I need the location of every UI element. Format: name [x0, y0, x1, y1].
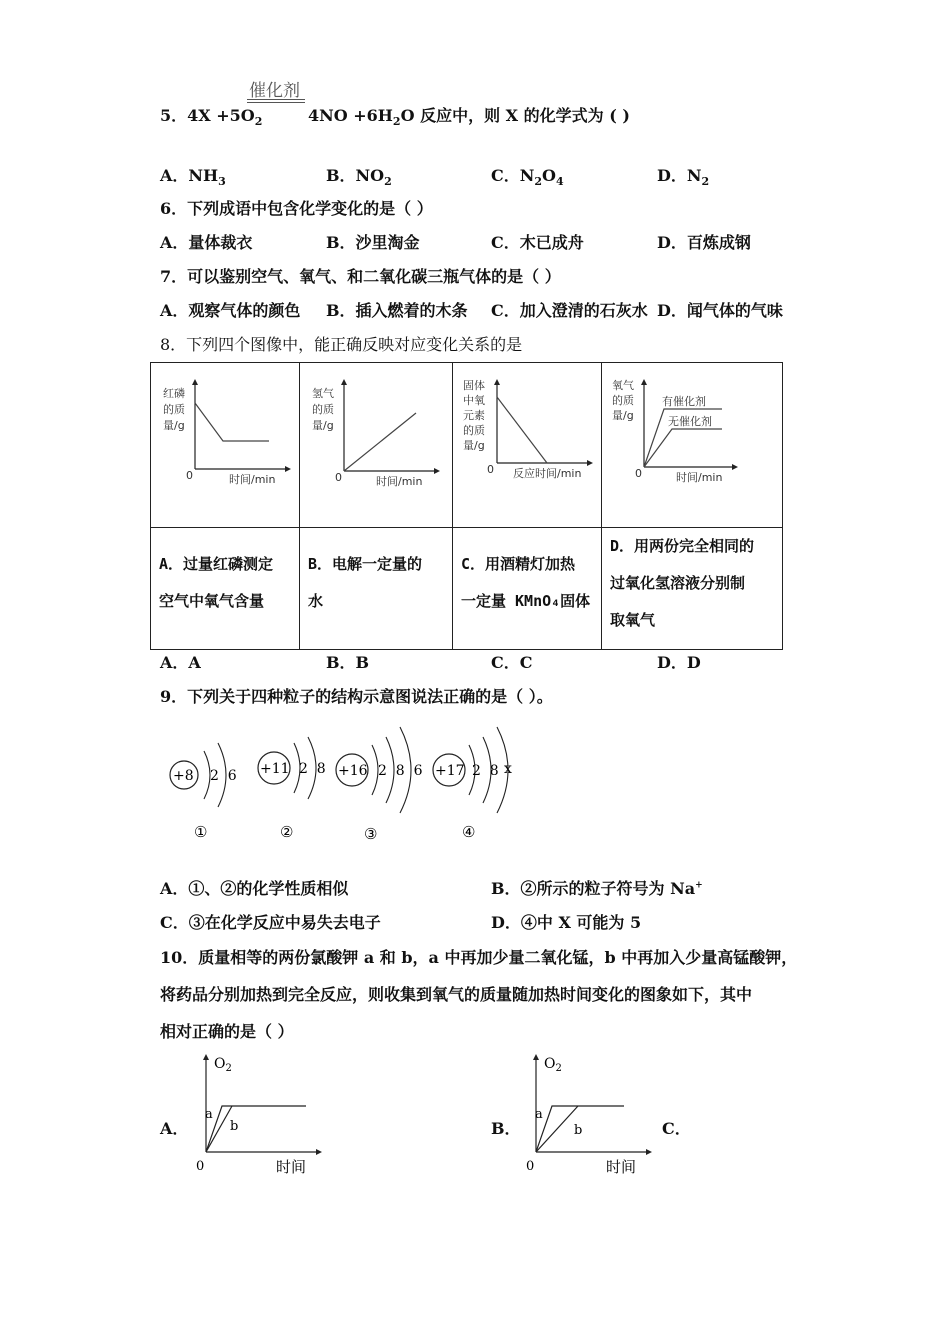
q8-graph-a — [151, 363, 299, 523]
curve-label-a: a — [535, 1107, 543, 1122]
q7-stem: 7．可以鉴别空气、氧气、和二氧化碳三瓶气体的是（ ） — [160, 267, 561, 286]
q8-graph-cell-d — [602, 363, 783, 528]
x-label: 时间/min — [676, 471, 723, 484]
shell-electrons: 2 8 — [472, 763, 499, 779]
q10-graph-a — [190, 1048, 330, 1180]
q10-stem-line-3: 相对正确的是（ ） — [160, 1022, 294, 1041]
q10-graph-b — [520, 1048, 660, 1180]
desc-line: D．用两份完全相同的 — [610, 537, 755, 555]
x-label: 反应时间/min — [513, 467, 582, 480]
x-axis-arrow — [587, 460, 593, 466]
q6-option-b[interactable]: B．沙里淘金 — [326, 233, 420, 252]
desc-line: A．过量红磷测定 — [159, 555, 274, 573]
y-label-line: 的质 — [612, 394, 634, 407]
origin-label: 0 — [335, 471, 342, 484]
shell-electrons: 2 6 — [210, 768, 237, 784]
q8-graph-cell-b — [300, 363, 453, 528]
shell-electrons: 2 8 6 — [378, 763, 423, 779]
atom-diagram-1 — [170, 743, 237, 841]
q10-option-a[interactable]: A． — [160, 1119, 189, 1138]
q10-option-c[interactable]: C． — [662, 1119, 691, 1138]
q8-stem: 8．下列四个图像中，能正确反映对应变化关系的是 — [160, 335, 523, 354]
q8-option-d[interactable]: D．D — [657, 653, 701, 672]
nucleus-charge: +8 — [173, 768, 194, 784]
desc-line: C．用酒精灯加热 — [461, 555, 576, 573]
y-label-line: 量/g — [612, 409, 634, 422]
q10-option-b[interactable]: B． — [491, 1119, 521, 1138]
y-label-line: 量/g — [463, 439, 485, 452]
y-axis-arrow — [641, 379, 647, 385]
q8-graph-c — [453, 363, 601, 523]
atom-diagram-2 — [258, 737, 326, 841]
atom-diagram-3 — [336, 727, 423, 843]
y-axis-arrow — [494, 379, 500, 385]
atom-mark: ④ — [462, 823, 476, 841]
atom-diagram-4 — [433, 727, 512, 841]
q9-option-b[interactable]: B．②所示的粒子符号为 Na+ — [491, 879, 703, 898]
q8-desc-c — [453, 528, 602, 650]
q5-stem-right: $4NO +6H_2O$ 反应中，则 X 的化学式为 ( ) — [308, 106, 630, 129]
x-label: 时间 — [276, 1158, 307, 1176]
y-label-line: 的质 — [463, 424, 485, 437]
x-label: 时间 — [606, 1158, 637, 1176]
origin-label: 0 — [635, 467, 642, 480]
q8-graph-table — [150, 362, 783, 650]
y-label-line: 红磷 — [163, 387, 185, 400]
q6-option-c[interactable]: C．木已成舟 — [491, 233, 584, 252]
q10-stem-line-1: 10．质量相等的两份氯酸钾 a 和 b，a 中再加少量二氧化锰，b 中再加入少量高锰酸钾， — [160, 948, 798, 967]
y-label: $O_2$ — [544, 1056, 562, 1074]
q8-desc-d — [602, 528, 783, 650]
q7-option-b[interactable]: B．插入燃着的木条 — [326, 301, 468, 320]
q8-graph-d — [602, 363, 782, 523]
origin-label: 0 — [526, 1159, 535, 1174]
x-axis-arrow — [316, 1149, 322, 1155]
q5-option-c[interactable]: C．$N_2O_4$ — [491, 166, 564, 189]
y-label-line: 氧气 — [612, 379, 634, 392]
q5-option-a[interactable]: A．$NH_3$ — [160, 166, 226, 189]
y-label-line: 量/g — [312, 419, 334, 432]
q6-stem: 6．下列成语中包含化学变化的是（ ） — [160, 199, 433, 218]
atom-mark: ② — [280, 823, 294, 841]
origin-label: 0 — [186, 469, 193, 482]
nucleus-charge: +11 — [260, 761, 290, 777]
q8-curve-a — [195, 403, 269, 441]
origin-label: 0 — [196, 1159, 205, 1174]
curve-label-a: a — [205, 1107, 213, 1122]
desc-line: 一定量 KMnO₄固体 — [461, 592, 591, 610]
q9-option-d[interactable]: D．④中 X 可能为 5 — [491, 913, 642, 932]
q8-graph-cell-c — [453, 363, 602, 528]
nucleus-charge: +17 — [435, 763, 465, 779]
q8-desc-a — [151, 528, 300, 650]
y-axis-arrow — [192, 379, 198, 385]
atom-mark: ③ — [364, 825, 378, 843]
desc-line: B．电解一定量的 — [308, 555, 423, 573]
q5-stem-left: 5．$4X +5O_2$ — [160, 106, 263, 129]
q5-option-d[interactable]: D．$N_2$ — [657, 166, 710, 189]
x-label: 时间/min — [376, 475, 423, 488]
reaction-arrow-line-top — [247, 99, 305, 100]
shell-electrons: 2 8 — [299, 761, 326, 777]
q9-option-a[interactable]: A．①、②的化学性质相似 — [160, 879, 349, 898]
q5-option-b[interactable]: B．$NO_2$ — [326, 166, 392, 189]
x-axis-arrow — [285, 466, 291, 472]
q8-desc-b — [300, 528, 453, 650]
q8-option-b[interactable]: B．B — [326, 653, 370, 672]
curve-label-with-catalyst: 有催化剂 — [662, 395, 706, 408]
y-label: $O_2$ — [214, 1056, 232, 1074]
y-label-line: 的质 — [312, 403, 334, 416]
origin-label: 0 — [487, 463, 494, 476]
q8-graph-cell-a — [151, 363, 300, 528]
x-axis-arrow — [646, 1149, 652, 1155]
curve-label-b: b — [230, 1119, 239, 1134]
q10-stem-line-2: 将药品分别加热到完全反应，则收集到氧气的质量随加热时间变化的图象如下，其中 — [160, 985, 753, 1004]
desc-line: 空气中氧气含量 — [159, 592, 265, 610]
catalyst-label: 催化剂 — [249, 81, 300, 101]
atom-mark: ① — [194, 823, 208, 841]
y-label-line: 中氧 — [463, 394, 485, 407]
q7-option-c[interactable]: C．加入澄清的石灰水 — [491, 301, 648, 320]
y-label-line: 固体 — [463, 379, 485, 392]
nucleus-charge: +16 — [338, 763, 368, 779]
y-label-line: 元素 — [463, 409, 485, 422]
y-label-line: 氢气 — [312, 387, 334, 400]
q8-graph-b — [300, 363, 452, 523]
desc-line: 过氧化氢溶液分别制 — [610, 574, 746, 592]
shell-electrons-x: x — [504, 761, 512, 777]
q8-curve-c — [497, 397, 547, 463]
curve-label-without-catalyst: 无催化剂 — [668, 415, 712, 428]
atom-structure-diagrams — [160, 715, 540, 850]
q7-option-a[interactable]: A．观察气体的颜色 — [160, 301, 301, 320]
q6-option-d[interactable]: D．百炼成钢 — [657, 233, 751, 252]
q7-option-d[interactable]: D．闻气体的气味 — [657, 301, 783, 320]
q8-option-c[interactable]: C．C — [491, 653, 533, 672]
curve-label-b: b — [574, 1123, 583, 1138]
q8-curve-b — [344, 413, 416, 471]
curve-a — [206, 1106, 306, 1152]
y-axis-arrow — [203, 1054, 209, 1060]
desc-line: 取氧气 — [610, 611, 656, 629]
x-axis-arrow — [434, 468, 440, 474]
q9-option-c[interactable]: C．③在化学反应中易失去电子 — [160, 913, 381, 932]
desc-line: 水 — [308, 592, 324, 610]
y-label-line: 的质 — [163, 403, 185, 416]
y-axis-arrow — [533, 1054, 539, 1060]
y-axis-arrow — [341, 379, 347, 385]
q9-stem: 9．下列关于四种粒子的结构示意图说法正确的是（ ）。 — [160, 687, 553, 706]
x-label: 时间/min — [229, 473, 276, 486]
y-label-line: 量/g — [163, 419, 185, 432]
q8-option-a[interactable]: A．A — [160, 653, 201, 672]
x-axis-arrow — [732, 464, 738, 470]
q6-option-a[interactable]: A．量体裁衣 — [160, 233, 253, 252]
